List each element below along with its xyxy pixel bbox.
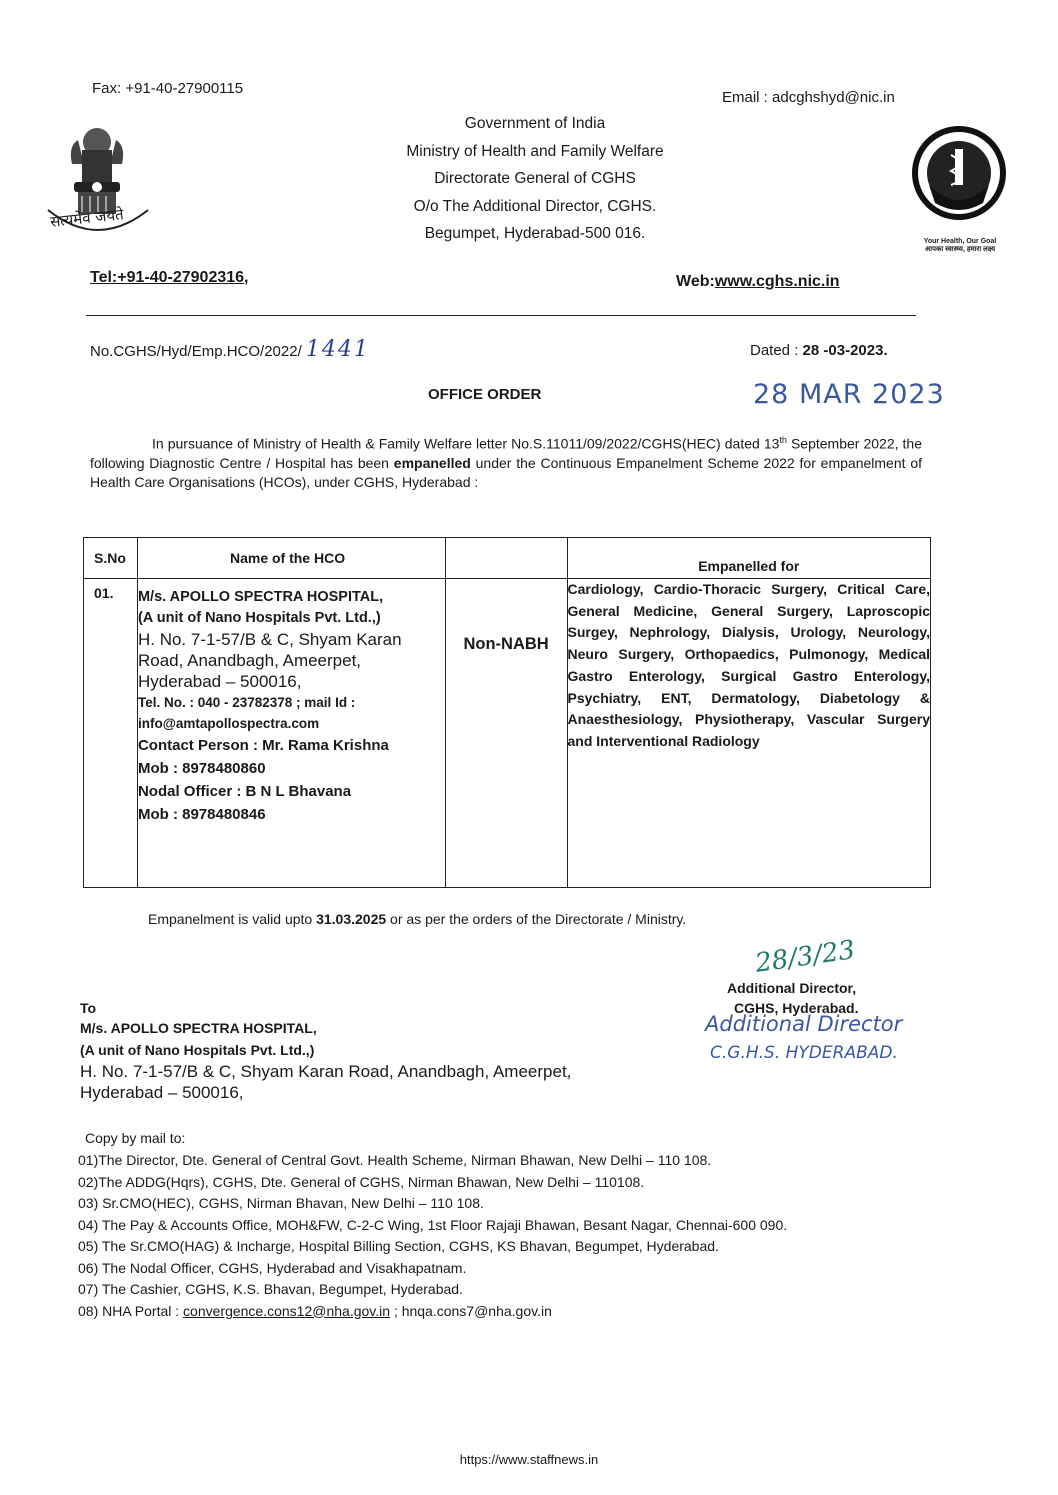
reference-number-text: No.CGHS/Hyd/Emp.HCO/2022/ bbox=[90, 343, 302, 360]
table-row bbox=[84, 579, 931, 888]
handwritten-signature: 28/3/23 bbox=[753, 935, 857, 979]
copy-to-list bbox=[78, 1150, 978, 1322]
list-item: 04) The Pay & Accounts Office, MOH&FW, C-2-C Wing, 1st Floor Rajaji Bhawan, Besant Nagar, Chennai-600 090. bbox=[78, 1216, 788, 1233]
table-header-row bbox=[84, 538, 931, 579]
telephone-number: Tel:+91-40-27902316, bbox=[90, 269, 249, 286]
fax-number: Fax: +91-40-27900115 bbox=[92, 80, 244, 97]
validity-text-1: Empanelment is valid upto bbox=[148, 911, 317, 927]
org-line-5: Begumpet, Hyderabad-500 016. bbox=[424, 225, 646, 242]
header-divider bbox=[86, 315, 916, 316]
intro-paragraph bbox=[90, 431, 922, 492]
dated bbox=[750, 342, 888, 359]
organization-address-block bbox=[300, 110, 770, 248]
hco-mob-1: Mob : 8978480860 bbox=[137, 760, 266, 777]
email-address: Email : adcghshyd@nic.in bbox=[722, 89, 895, 106]
designation-stamp-line-2: C.G.H.S. HYDERABAD. bbox=[710, 1043, 898, 1063]
list-item: 07) The Cashier, CGHS, K.S. Bhavan, Begumpet, Hyderabad. bbox=[78, 1281, 463, 1297]
row-empanelled-for: Cardiology, Cardio-Thoracic Surgery, Critical Care, General Medicine, General Surgery, Laproscopic Surgey, Nephrology, Dialysis, Urology, Neurology, Neuro Surgery, Orthopaedics, Pulmonogy, Medical Gastro Enterology, Surgical Gastro Enterology, Psychiatry, ENT, Dermatology, Diabetology & Anaesthesiology, Physiotherapy, Vascular Surgery and Interventional Radiology bbox=[567, 579, 930, 888]
cghs-tagline-hi: आपका स्वास्थ्य, हमारा लक्ष्य bbox=[924, 246, 996, 253]
reference-number bbox=[90, 337, 370, 362]
office-order-title: OFFICE ORDER bbox=[428, 386, 542, 403]
validity-line bbox=[148, 911, 686, 927]
cghs-logo-caption bbox=[900, 238, 1020, 254]
website-link[interactable]: www.cghs.nic.in bbox=[714, 273, 840, 290]
hco-contact: Contact Person : Mr. Rama Krishna bbox=[137, 737, 389, 754]
hco-tel: Tel. No. : 040 - 23782378 ; mail Id : bbox=[137, 695, 356, 710]
row-category: Non-NABH bbox=[445, 579, 567, 888]
intro-superscript: th bbox=[779, 435, 787, 445]
org-line-4: O/o The Additional Director, CGHS. bbox=[413, 197, 657, 215]
nha-portal-link[interactable]: convergence.cons12@nha.gov.in bbox=[183, 1302, 391, 1319]
list-item: 01)The Director, Dte. General of Central Govt. Health Scheme, Nirman Bhawan, New Delhi – 110 108. bbox=[78, 1152, 712, 1168]
list-item: 03) Sr.CMO(HEC), CGHS, Nirman Bhavan, New Delhi – 110 108. bbox=[78, 1195, 484, 1211]
nha-portal-label: 08) NHA Portal : bbox=[78, 1302, 184, 1319]
cghs-logo bbox=[907, 125, 1011, 235]
cghs-tagline-en: Your Health, Our Goal bbox=[923, 238, 997, 245]
hco-mail: info@amtapollospectra.com bbox=[137, 716, 320, 731]
org-line-3: Directorate General of CGHS bbox=[434, 170, 636, 187]
to-unit: (A unit of Nano Hospitals Pvt. Ltd.,) bbox=[80, 1042, 315, 1058]
row-hco-details bbox=[137, 579, 445, 888]
to-address-2: Hyderabad – 500016, bbox=[80, 1083, 244, 1102]
validity-date: 31.03.2025 bbox=[316, 911, 387, 927]
row-sno: 01. bbox=[84, 579, 138, 888]
header-blank bbox=[445, 538, 567, 579]
org-line-2: Ministry of Health and Family Welfare bbox=[406, 142, 664, 160]
signatory-office: CGHS, Hyderabad. bbox=[734, 1000, 859, 1016]
intro-text-1: In pursuance of Ministry of Health & Family Welfare letter No.S.11011/09/2022/CGHS(HEC) dated 13 bbox=[152, 435, 780, 452]
date-stamp: 28 MAR 2023 bbox=[753, 379, 945, 410]
designation-stamp-line-1: Additional Director bbox=[705, 1012, 903, 1036]
list-item: 06) The Nodal Officer, CGHS, Hyderabad and Visakhapatnam. bbox=[78, 1259, 467, 1276]
org-line-1: Government of India bbox=[464, 115, 606, 132]
handwritten-number: 1441 bbox=[305, 337, 370, 362]
hco-name: M/s. APOLLO SPECTRA HOSPITAL, bbox=[137, 589, 384, 605]
website bbox=[676, 273, 840, 291]
header-name: Name of the HCO bbox=[137, 538, 445, 579]
to-label: To bbox=[80, 1000, 97, 1016]
header-sno: S.No bbox=[84, 538, 138, 579]
website-label: Web: bbox=[676, 273, 715, 290]
dated-label: Dated : bbox=[750, 342, 799, 359]
hco-unit: (A unit of Nano Hospitals Pvt. Ltd.,) bbox=[137, 610, 381, 626]
header-empanelled-for: Empanelled for bbox=[567, 538, 930, 579]
to-name: M/s. APOLLO SPECTRA HOSPITAL, bbox=[80, 1020, 317, 1036]
intro-text-3: under the Continuous Empanelment Scheme 2022 for empanelment of Health Care Organisations (HCOs), under CGHS, Hyderabad : bbox=[90, 454, 922, 490]
hco-mob-2: Mob : 8978480846 bbox=[137, 806, 266, 823]
list-item bbox=[78, 1301, 978, 1323]
hco-table bbox=[83, 537, 931, 888]
nha-portal-email: ; hnqa.cons7@nha.gov.in bbox=[390, 1302, 552, 1319]
intro-text-2: September 2022, the following Diagnostic Centre / Hospital has been bbox=[90, 435, 922, 471]
signatory-title: Additional Director, bbox=[727, 980, 857, 996]
dated-value: 28 -03-2023. bbox=[802, 342, 888, 359]
copy-to-label: Copy by mail to: bbox=[85, 1130, 186, 1146]
list-item: 05) The Sr.CMO(HAG) & Incharge, Hospital Billing Section, CGHS, KS Bhavan, Begumpet, Hyderabad. bbox=[78, 1238, 719, 1254]
validity-text-2: or as per the orders of the Directorate / Ministry. bbox=[386, 911, 687, 927]
hco-address: H. No. 7-1-57/B & C, Shyam Karan Road, Anandbagh, Ameerpet, Hyderabad – 500016, bbox=[137, 630, 402, 691]
footer-url[interactable]: https://www.staffnews.in bbox=[459, 1452, 599, 1467]
intro-bold-word: empanelled bbox=[393, 454, 471, 471]
to-address-1: H. No. 7-1-57/B & C, Shyam Karan Road, Anandbagh, Ameerpet, bbox=[80, 1062, 572, 1081]
emblem-motto: सत्यमेव जयते bbox=[49, 205, 125, 231]
hco-nodal-officer: Nodal Officer : B N L Bhavana bbox=[137, 783, 352, 800]
list-item: 02)The ADDG(Hqrs), CGHS, Dte. General of CGHS, Nirman Bhawan, New Delhi – 110108. bbox=[78, 1173, 645, 1190]
